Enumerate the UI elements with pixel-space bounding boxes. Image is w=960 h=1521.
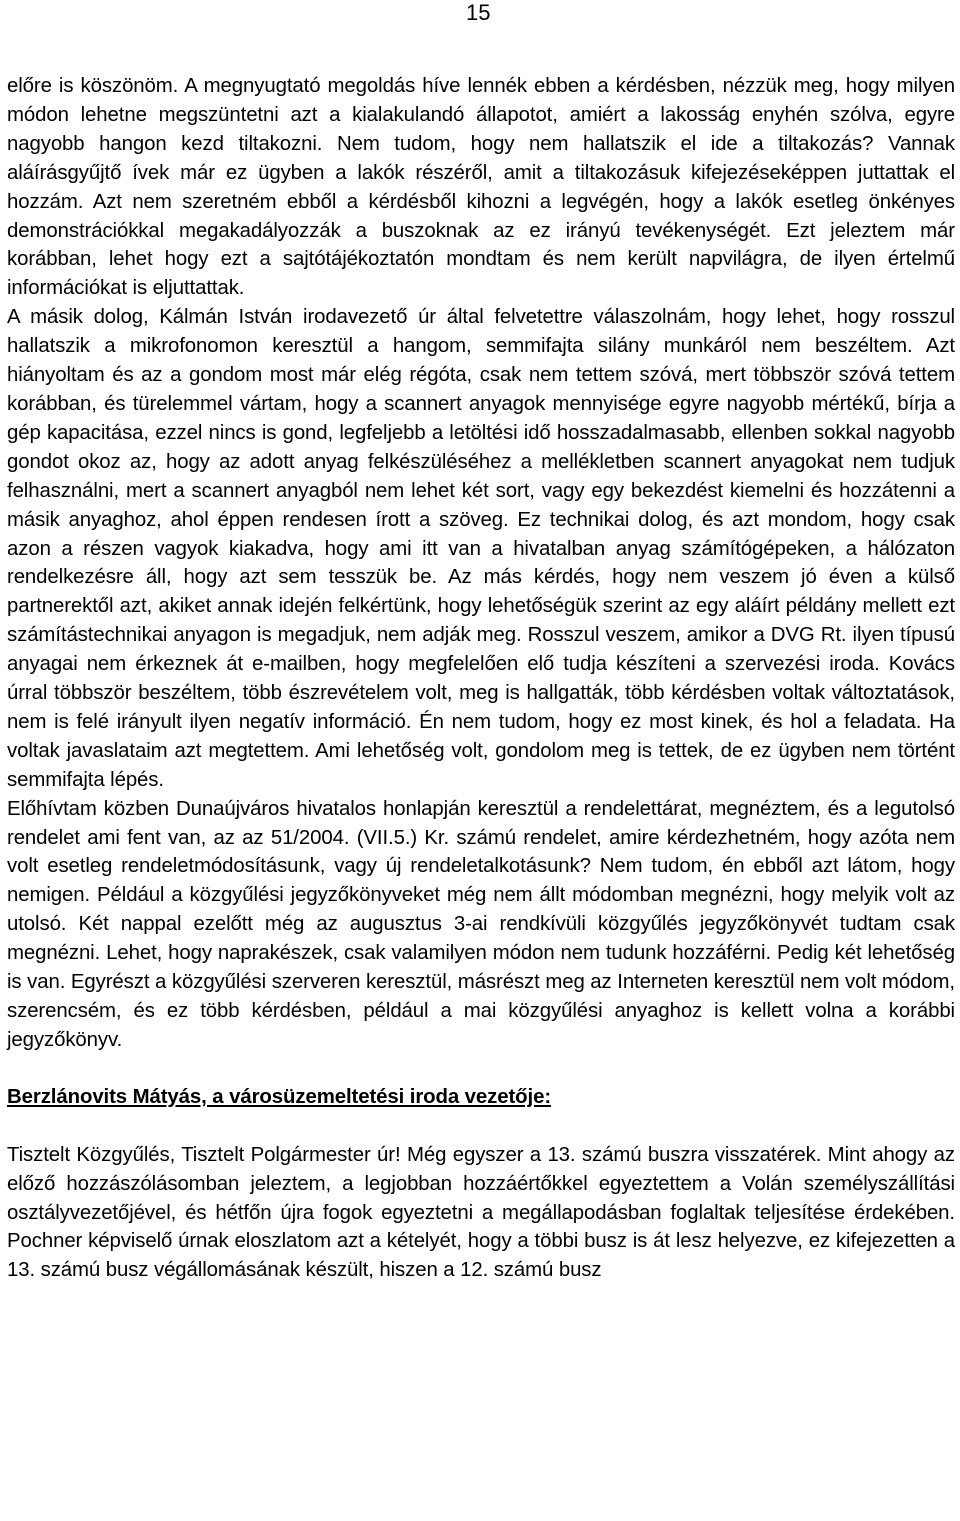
paragraph: előre is köszönöm. A megnyugtató megoldás híve lennék ebben a kérdésben, nézzük meg, hogy milyen módon lehetne megszüntetni azt a kialakulandó állapotot, amiért a lakosság enyhén szólva, egyre nagyobb hangon kezd tiltakozni. Nem tudom, hogy nem hallatszik el ide a tiltakozás? Vannak aláírásgyűjtő ívek már ez ügyben a lakók részéről, amit a tiltakozásuk kifejezéseképpen juttattak el hozzám. Azt nem szeretném ebből a kérdésből kihozni a legvégén, hogy a lakók esetleg önkényes demonstrációkkal megakadályozzák a buszoknak az ez irányú tevékenységét. Ezt jeleztem már korábban, lehet hogy ezt a sajtótájékoztatón mondtam és nem került napvilágra, de ilyen értelmű információkat is eljuttattak. (7, 75, 955, 300)
speaker-heading: Berzlánovits Mátyás, a városüzemeltetési iroda vezetője: (7, 1085, 552, 1108)
paragraph: A másik dolog, Kálmán István irodavezető úr által felvetettre válaszolnám, hogy lehet, hogy rosszul hallatszik a mikrofonomon keresztül a hangom, semmifajta silány munkáról nem beszéltem. Azt hiányoltam és az a gondom most már elég régóta, csak nem tettem szóvá, mert többször szóvá tettem korábban, és türelemmel vártam, hogy a scannert anyagok mennyisége egyre nagyobb mértékű, bírja a gép kapacitása, ezzel nincs is gond, legfeljebb a letöltési idő hosszadalmasabb, ellenben sokkal nagyobb gondot okoz az, hogy az adott anyag felkészüléséhez a mellékletben scannert anyagokat nem tudjuk felhasználni, mert a scannert anyagból nem lehet két sort, vagy egy bekezdést kiemelni és hozzátenni a másik anyaghoz, ahol éppen rendesen írott a szöveg. Ez technikai dolog, és azt mondom, hogy csak azon a részen vagyok kiakadva, hogy ami itt van a hivatalban anyag számítógépeken, a hálózaton rendelkezésre áll, hogy azt sem tesszük be. Az más kérdés, hogy nem veszem jó éven a külső partnerektől azt, akiket annak idején felkértünk, hogy lehetőségük szerint az egy aláírt példány mellett ezt számítástechnikai anyagon is megadjuk, nem adják meg. Rosszul veszem, amikor a DVG Rt. ilyen típusú anyagai nem érkeznek át e-mailben, hogy megfelelően elő tudja készíteni a szervezési iroda. Kovács úrral többször beszéltem, több észrevételem volt, meg is hallgatták, több kérdésben voltak változtatások, nem is felé irányult ilyen negatív információ. Én nem tudom, hogy ez most kinek, és hol a feladata. Ha voltak javaslataim azt megtettem. Ami lehetőség volt, gondolom meg is tettek, de ez ügyben nem történt semmifajta lépés. (7, 306, 955, 791)
paragraph: Tisztelt Közgyűlés, Tisztelt Polgármester úr! Még egyszer a 13. számú buszra visszatérek. Mint ahogy az előző hozzászólásomban jeleztem, a legjobban hozzáértőkkel egyeztettem a Volán személyszállítási osztályvezetőjével, és hétfőn újra fogok egyeztetni a megállapodásban foglaltak teljesítése érdekében. Pochner képviselő úrnak eloszlatom azt a kételyét, hogy a többi busz is át lesz helyezve, ez kifejezetten a 13. számú busz végállomásának készült, hiszen a 12. számú busz (7, 1143, 955, 1282)
document-body (7, 72, 955, 1285)
paragraph: Előhívtam közben Dunaújváros hivatalos honlapján keresztül a rendelettárat, megnéztem, és a legutolsó rendelet ami fent van, az az 51/2004. (VII.5.) Kr. számú rendelet, amire kérdezhetném, hogy azóta nem volt esetleg rendeletmódosításunk, vagy új rendeletalkotásunk? Nem tudom, én ebből azt látom, hogy nemigen. Például a közgyűlési jegyzőkönyveket még nem állt módomban megnézni, hogy melyik volt az utolsó. Két nappal ezelőtt még az augusztus 3-ai rendkívüli közgyűlés jegyzőkönyvét tudtam csak megnézni. Lehet, hogy naprakészek, csak valamilyen módon nem tudunk hozzáférni. Pedig két lehetőség is van. Egyrészt a közgyűlési szerveren keresztül, másrészt meg az Interneten keresztül nem volt módom, szerencsém, és ez több kérdésben, például a mai közgyűlési anyaghoz is kellett volna a korábbi jegyzőkönyv. (7, 797, 955, 1051)
page-number: 15 (466, 0, 491, 25)
